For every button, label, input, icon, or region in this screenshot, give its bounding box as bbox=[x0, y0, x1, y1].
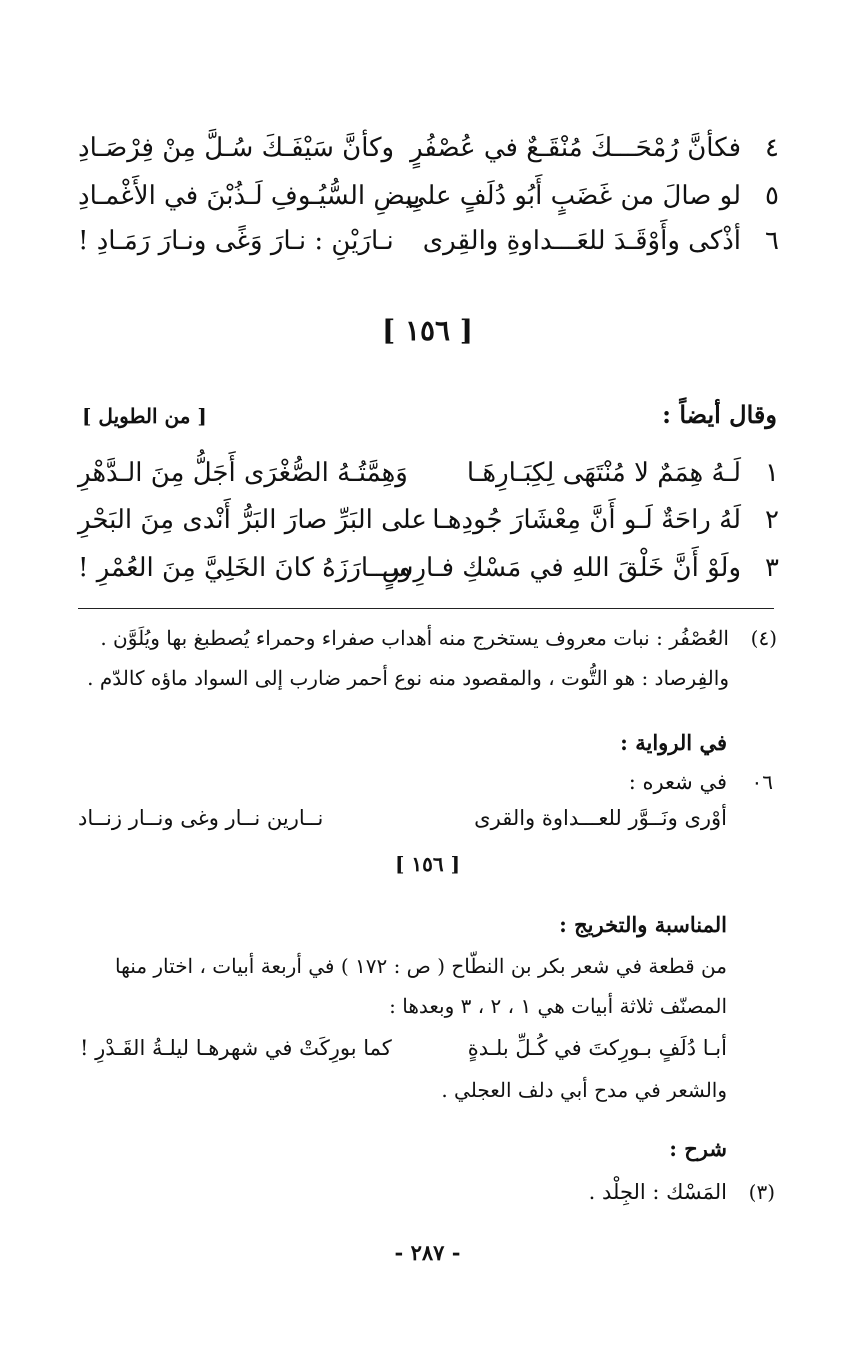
verse-second-hemistich: نـارَيْنِ : نـارَ وَغًى ونـارَ رَمَـادِ ! bbox=[78, 226, 394, 256]
note-text: والفِرصاد : هو التُّوت ، والمقصود منه نوع أحمر ضارب إلى السواد ماؤه كالدّم . bbox=[87, 666, 729, 690]
note-text: في شعره : bbox=[628, 770, 727, 794]
verse-row bbox=[78, 505, 785, 545]
verse-row bbox=[78, 553, 785, 593]
verse-second-hemistich: وكأنَّ سَيْفَـكَ سُـلَّ مِنْ فِرْصَـادِ bbox=[78, 133, 395, 163]
section-heading-munasaba: المناسبة والتخريج : bbox=[559, 912, 727, 937]
verse-row bbox=[78, 458, 785, 498]
variant-first-hemistich: أوْرى ونَــوَّر للعـــداوة والقرى bbox=[474, 806, 727, 830]
section-heading-sharh: شرح : bbox=[669, 1136, 727, 1161]
note-text: المصنّف ثلاثة أبيات هي ١ ، ٢ ، ٣ وبعدها : bbox=[389, 994, 727, 1018]
verse-second-hemistich: على البَرِّ صارَ البَرُّ أَنْدى مِنَ البَحْرِ bbox=[78, 505, 427, 535]
verse-number: ٤ bbox=[765, 133, 779, 163]
verse-first-hemistich: لو صالَ من غَضَبٍ أَبُو دُلَفٍ على bbox=[405, 181, 741, 211]
note-text: المَسْك : الجِلْد . bbox=[588, 1180, 727, 1204]
verse-number: ٥ bbox=[765, 181, 779, 211]
verse-second-hemistich: وَهِمَّتُـهُ الصُّغْرَى أَجَلُّ مِنَ الـدَّهْرِ bbox=[78, 458, 408, 488]
verse-first-hemistich: لَـهُ هِمَمٌ لا مُنْتَهَى لِكِبَـارِهَـا bbox=[466, 458, 741, 488]
verse-first-hemistich: فكأنَّ رُمْحَـــكَ مُنْقَـعٌ في عُصْفُرٍ bbox=[410, 133, 741, 163]
verse-first-hemistich: ولَوْ أَنَّ خَلْقَ اللهِ في مَسْكِ فـارِسٍ bbox=[381, 553, 741, 583]
page-number: - ٢٨٧ - bbox=[394, 1240, 461, 1265]
verse-number: ٣ bbox=[765, 553, 779, 583]
meter-label: [ من الطويل ] bbox=[82, 404, 207, 428]
note-text: العُصْفُر : نبات معروف يستخرج منه أهداب صفراء وحمراء يُصطبغ بها ويُلَوَّن . bbox=[100, 626, 729, 650]
note-number: (٣) bbox=[748, 1180, 775, 1204]
verse-row bbox=[78, 226, 785, 266]
verse-number: ٢ bbox=[765, 505, 779, 535]
note-number: (٤) bbox=[750, 626, 777, 650]
note-text: والشعر في مدح أبي دلف العجلي . bbox=[441, 1078, 727, 1102]
verse-first-hemistich: لَهُ راحَةٌ لَـو أَنَّ مِعْشَارَ جُودِهـا bbox=[432, 505, 741, 535]
verse-second-hemistich: بِيضِ السُّيُـوفِ لَـذُبْنَ في الأَغْمـادِ bbox=[78, 181, 421, 211]
note-number: ٠٦ bbox=[751, 770, 773, 794]
footnote-divider bbox=[78, 608, 774, 609]
note-text: من قطعة في شعر بكر بن النطّاح ( ص : ١٧٢ ) في أربعة أبيات ، اختار منها bbox=[114, 954, 727, 978]
verse-row bbox=[78, 181, 785, 221]
poem-number-heading: [ ١٥٦ ] bbox=[381, 314, 474, 347]
verse-first-hemistich: أذْكى وأَوْقَـدَ للعَـــداوةِ والقِرى bbox=[422, 226, 741, 256]
quoted-second-hemistich: كما بورِكَتْ في شهرهـا ليلـةُ القَـدْرِ ! bbox=[80, 1036, 392, 1060]
verse-number: ٦ bbox=[765, 226, 779, 256]
verse-row bbox=[78, 133, 785, 173]
section-heading-riwaya: في الرواية : bbox=[620, 730, 727, 755]
poem-reference: [ ١٥٦ ] bbox=[394, 852, 461, 876]
quoted-first-hemistich: أبـا دُلَفٍ بـورِكتَ في كُـلِّ بلـدةٍ bbox=[467, 1036, 727, 1060]
verse-second-hemistich: وبـــارَزَهُ كانَ الخَلِيَّ مِنَ العُمْرِ ! bbox=[78, 553, 412, 583]
variant-second-hemistich: نــارين نــار وغى ونــار زنــاد bbox=[78, 806, 324, 830]
poem-intro: وقال أيضاً : bbox=[662, 400, 777, 429]
verse-number: ١ bbox=[765, 458, 779, 488]
